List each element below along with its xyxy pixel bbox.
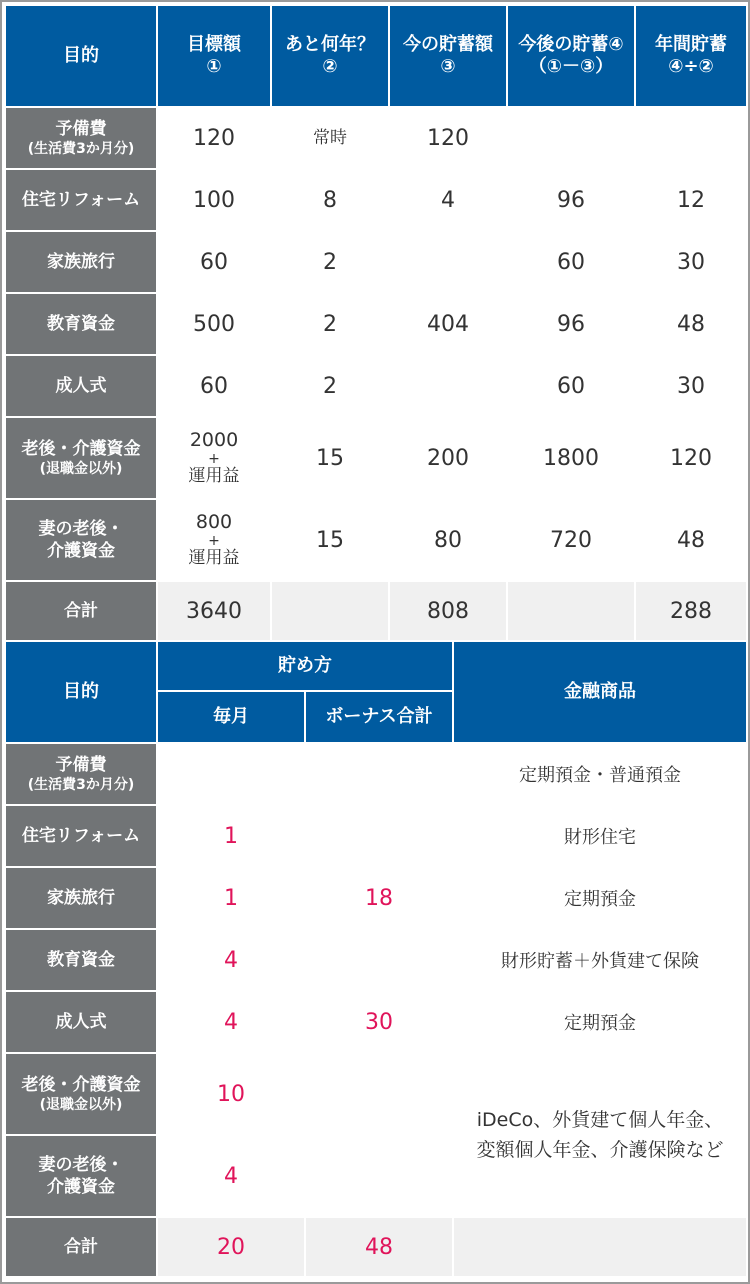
row-label: 住宅リフォーム [5, 805, 157, 867]
row-label: 成人式 [5, 355, 157, 417]
row-label: 老後・介護資金 (退職金以外) [5, 417, 157, 499]
bonus-cell [305, 1135, 453, 1217]
target-cell: 100 [157, 169, 271, 231]
current-cell: 200 [389, 417, 507, 499]
monthly-cell: 4 [157, 991, 305, 1053]
annual-cell: 30 [635, 355, 747, 417]
header-future-savings: 今後の貯蓄④ （①－③） [507, 5, 635, 107]
future-cell: 1800 [507, 417, 635, 499]
target-cell: 2000 + 運用益 [157, 417, 271, 499]
annual-cell: 30 [635, 231, 747, 293]
current-cell: 404 [389, 293, 507, 355]
years-cell: 2 [271, 231, 389, 293]
bonus-cell [305, 743, 453, 805]
product-cell-merged: iDeCo、外貨建て個人年金、 変額個人年金、介護保険など [453, 1053, 747, 1217]
current-cell [389, 231, 507, 293]
years-cell: 8 [271, 169, 389, 231]
current-cell: 80 [389, 499, 507, 581]
future-cell: 96 [507, 293, 635, 355]
row-label: 老後・介護資金 (退職金以外) [5, 1053, 157, 1135]
header-purpose: 目的 [5, 5, 157, 107]
savings-plan-table [4, 4, 748, 642]
header-annual-savings: 年間貯蓄 ④÷② [635, 5, 747, 107]
target-cell: 500 [157, 293, 271, 355]
product-cell: 財形貯蓄＋外貨建て保険 [453, 929, 747, 991]
target-cell: 120 [157, 107, 271, 169]
table-row [5, 805, 747, 867]
bonus-cell: 18 [305, 867, 453, 929]
monthly-cell: 1 [157, 805, 305, 867]
monthly-cell: 4 [157, 1135, 305, 1217]
future-cell: 60 [507, 355, 635, 417]
total-row [5, 1217, 747, 1277]
row-label: 妻の老後・ 介護資金 [5, 1135, 157, 1217]
row-label: 妻の老後・ 介護資金 [5, 499, 157, 581]
total-target: 3640 [157, 581, 271, 641]
row-label: 予備費 (生活費3か月分) [5, 107, 157, 169]
table-row [5, 169, 747, 231]
total-years [271, 581, 389, 641]
target-cell: 800 + 運用益 [157, 499, 271, 581]
annual-cell [635, 107, 747, 169]
table-row [5, 293, 747, 355]
target-cell: 60 [157, 355, 271, 417]
monthly-cell: 10 [157, 1053, 305, 1135]
savings-method-table [4, 640, 748, 1278]
target-cell: 60 [157, 231, 271, 293]
header-saving-method: 貯め方 [157, 641, 453, 691]
current-cell [389, 355, 507, 417]
total-monthly: 20 [157, 1217, 305, 1277]
table-row [5, 929, 747, 991]
monthly-cell: 1 [157, 867, 305, 929]
current-cell: 4 [389, 169, 507, 231]
row-label: 成人式 [5, 991, 157, 1053]
annual-cell: 48 [635, 499, 747, 581]
total-label: 合計 [5, 1217, 157, 1277]
total-product [453, 1217, 747, 1277]
table-row [5, 1053, 747, 1135]
table-row [5, 355, 747, 417]
row-label: 住宅リフォーム [5, 169, 157, 231]
header-bonus-total: ボーナス合計 [305, 691, 453, 743]
header-financial-product: 金融商品 [453, 641, 747, 743]
table-row [5, 499, 747, 581]
total-current: 808 [389, 581, 507, 641]
header-target-amount: 目標額 ① [157, 5, 271, 107]
years-cell: 15 [271, 417, 389, 499]
bonus-cell [305, 929, 453, 991]
annual-cell: 12 [635, 169, 747, 231]
years-cell: 常時 [271, 107, 389, 169]
product-cell: 定期預金・普通預金 [453, 743, 747, 805]
table-row [5, 107, 747, 169]
annual-cell: 120 [635, 417, 747, 499]
row-label: 教育資金 [5, 929, 157, 991]
header-years-left: あと何年？ ② [271, 5, 389, 107]
product-cell: 定期預金 [453, 991, 747, 1053]
product-cell: 財形住宅 [453, 805, 747, 867]
monthly-cell [157, 743, 305, 805]
years-cell: 15 [271, 499, 389, 581]
total-annual: 288 [635, 581, 747, 641]
table-row [5, 867, 747, 929]
header-current-savings: 今の貯蓄額 ③ [389, 5, 507, 107]
years-cell: 2 [271, 293, 389, 355]
table-row [5, 743, 747, 805]
annual-cell: 48 [635, 293, 747, 355]
header-monthly: 毎月 [157, 691, 305, 743]
years-cell: 2 [271, 355, 389, 417]
future-cell [507, 107, 635, 169]
bonus-cell [305, 805, 453, 867]
future-cell: 60 [507, 231, 635, 293]
header-purpose-2: 目的 [5, 641, 157, 743]
table-row [5, 991, 747, 1053]
table-row [5, 417, 747, 499]
total-future [507, 581, 635, 641]
future-cell: 720 [507, 499, 635, 581]
row-label: 教育資金 [5, 293, 157, 355]
current-cell: 120 [389, 107, 507, 169]
row-label: 予備費 (生活費3か月分) [5, 743, 157, 805]
bonus-cell [305, 1053, 453, 1135]
row-label: 家族旅行 [5, 867, 157, 929]
total-bonus: 48 [305, 1217, 453, 1277]
product-cell: 定期預金 [453, 867, 747, 929]
total-row [5, 581, 747, 641]
table-row [5, 231, 747, 293]
monthly-cell: 4 [157, 929, 305, 991]
row-label: 家族旅行 [5, 231, 157, 293]
total-label: 合計 [5, 581, 157, 641]
bonus-cell: 30 [305, 991, 453, 1053]
future-cell: 96 [507, 169, 635, 231]
